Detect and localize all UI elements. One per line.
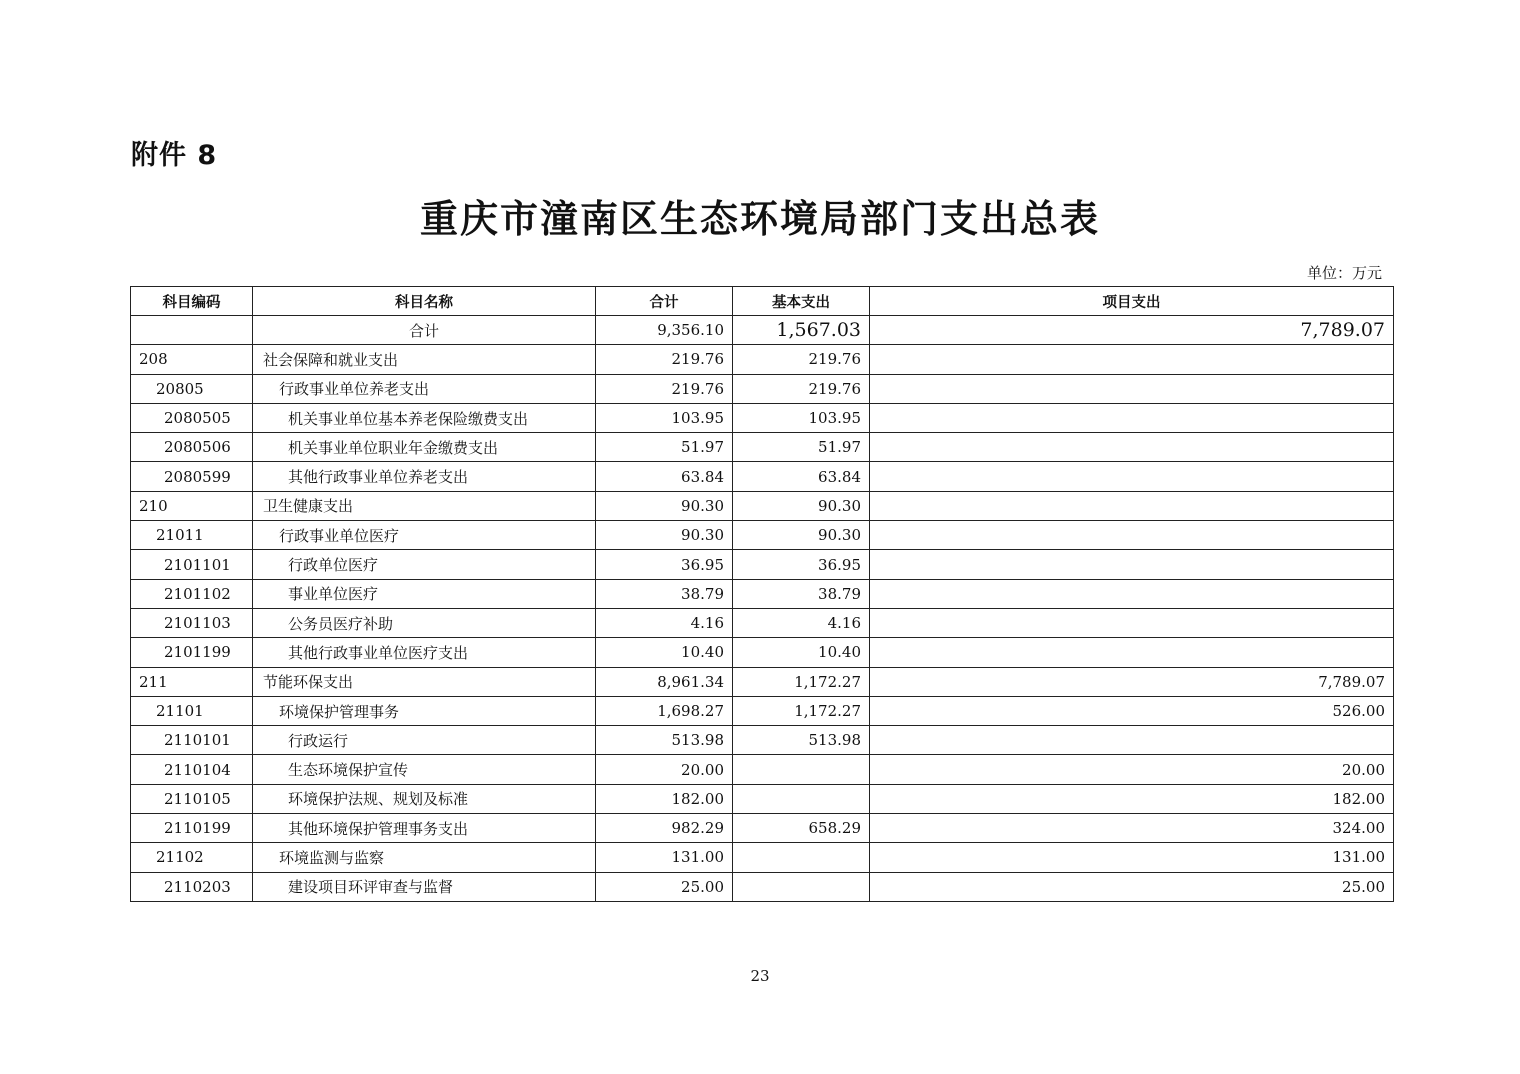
row-code: 2101103 bbox=[131, 608, 253, 637]
row-total: 51.97 bbox=[596, 433, 733, 462]
row-project: 324.00 bbox=[870, 814, 1394, 843]
row-project bbox=[870, 374, 1394, 403]
total-project: 7,789.07 bbox=[870, 316, 1394, 345]
row-code: 2080505 bbox=[131, 403, 253, 432]
total-sum: 9,356.10 bbox=[596, 316, 733, 345]
row-code: 21101 bbox=[131, 696, 253, 725]
row-basic: 219.76 bbox=[733, 345, 870, 374]
row-code: 2101102 bbox=[131, 579, 253, 608]
row-code: 2110203 bbox=[131, 872, 253, 901]
row-name: 其他行政事业单位医疗支出 bbox=[253, 638, 596, 667]
row-code: 2110199 bbox=[131, 814, 253, 843]
total-row bbox=[131, 316, 1394, 345]
table-row bbox=[131, 345, 1394, 374]
row-total: 10.40 bbox=[596, 638, 733, 667]
row-basic bbox=[733, 784, 870, 813]
row-basic: 10.40 bbox=[733, 638, 870, 667]
row-name: 行政运行 bbox=[253, 726, 596, 755]
row-name: 其他环境保护管理事务支出 bbox=[253, 814, 596, 843]
row-project bbox=[870, 403, 1394, 432]
row-basic: 38.79 bbox=[733, 579, 870, 608]
row-basic: 513.98 bbox=[733, 726, 870, 755]
table-row bbox=[131, 667, 1394, 696]
row-name: 事业单位医疗 bbox=[253, 579, 596, 608]
attachment-label: 附件 8 bbox=[131, 140, 218, 171]
header-project: 项目支出 bbox=[870, 287, 1394, 316]
row-basic: 1,172.27 bbox=[733, 667, 870, 696]
header-total: 合计 bbox=[596, 287, 733, 316]
row-total: 131.00 bbox=[596, 843, 733, 872]
table-row bbox=[131, 433, 1394, 462]
row-code: 2110101 bbox=[131, 726, 253, 755]
row-code: 21102 bbox=[131, 843, 253, 872]
row-code: 210 bbox=[131, 491, 253, 520]
row-total: 8,961.34 bbox=[596, 667, 733, 696]
row-basic: 219.76 bbox=[733, 374, 870, 403]
row-project bbox=[870, 579, 1394, 608]
row-basic: 90.30 bbox=[733, 521, 870, 550]
row-name: 建设项目环评审查与监督 bbox=[253, 872, 596, 901]
row-project: 182.00 bbox=[870, 784, 1394, 813]
row-project bbox=[870, 550, 1394, 579]
table-row bbox=[131, 814, 1394, 843]
row-basic bbox=[733, 872, 870, 901]
page-number: 23 bbox=[750, 967, 770, 985]
row-name: 环境保护管理事务 bbox=[253, 696, 596, 725]
row-code: 208 bbox=[131, 345, 253, 374]
row-project bbox=[870, 608, 1394, 637]
table-row bbox=[131, 521, 1394, 550]
table-row bbox=[131, 462, 1394, 491]
table-row bbox=[131, 403, 1394, 432]
table-row bbox=[131, 843, 1394, 872]
table-row bbox=[131, 550, 1394, 579]
row-basic: 4.16 bbox=[733, 608, 870, 637]
row-total: 103.95 bbox=[596, 403, 733, 432]
table-row bbox=[131, 784, 1394, 813]
row-code: 21011 bbox=[131, 521, 253, 550]
page-title: 重庆市潼南区生态环境局部门支出总表 bbox=[419, 196, 1100, 241]
row-project: 20.00 bbox=[870, 755, 1394, 784]
row-project bbox=[870, 345, 1394, 374]
header-code: 科目编码 bbox=[131, 287, 253, 316]
table-row bbox=[131, 726, 1394, 755]
row-basic: 1,172.27 bbox=[733, 696, 870, 725]
row-total: 219.76 bbox=[596, 374, 733, 403]
row-project bbox=[870, 433, 1394, 462]
unit-label: 单位：万元 bbox=[1306, 264, 1382, 282]
row-name: 其他行政事业单位养老支出 bbox=[253, 462, 596, 491]
table-row bbox=[131, 374, 1394, 403]
row-total: 513.98 bbox=[596, 726, 733, 755]
row-name: 行政事业单位养老支出 bbox=[253, 374, 596, 403]
header-name: 科目名称 bbox=[253, 287, 596, 316]
row-name: 公务员医疗补助 bbox=[253, 608, 596, 637]
total-basic: 1,567.03 bbox=[733, 316, 870, 345]
row-name: 生态环境保护宣传 bbox=[253, 755, 596, 784]
row-total: 63.84 bbox=[596, 462, 733, 491]
row-total: 90.30 bbox=[596, 491, 733, 520]
row-basic bbox=[733, 755, 870, 784]
row-code: 211 bbox=[131, 667, 253, 696]
row-code: 2110104 bbox=[131, 755, 253, 784]
row-total: 25.00 bbox=[596, 872, 733, 901]
row-name: 卫生健康支出 bbox=[253, 491, 596, 520]
row-project bbox=[870, 726, 1394, 755]
row-basic: 63.84 bbox=[733, 462, 870, 491]
row-total: 36.95 bbox=[596, 550, 733, 579]
row-basic: 51.97 bbox=[733, 433, 870, 462]
row-project: 131.00 bbox=[870, 843, 1394, 872]
table-row bbox=[131, 638, 1394, 667]
header-basic: 基本支出 bbox=[733, 287, 870, 316]
row-code: 2101101 bbox=[131, 550, 253, 579]
row-code: 20805 bbox=[131, 374, 253, 403]
row-total: 219.76 bbox=[596, 345, 733, 374]
row-total: 982.29 bbox=[596, 814, 733, 843]
row-name: 社会保障和就业支出 bbox=[253, 345, 596, 374]
row-total: 38.79 bbox=[596, 579, 733, 608]
table-row bbox=[131, 696, 1394, 725]
total-code bbox=[131, 316, 253, 345]
row-project bbox=[870, 462, 1394, 491]
row-total: 20.00 bbox=[596, 755, 733, 784]
row-basic bbox=[733, 843, 870, 872]
table-header-row bbox=[131, 287, 1394, 316]
row-name: 环境监测与监察 bbox=[253, 843, 596, 872]
table-row bbox=[131, 872, 1394, 901]
row-code: 2080506 bbox=[131, 433, 253, 462]
table-row bbox=[131, 755, 1394, 784]
expenditure-table bbox=[130, 286, 1394, 902]
row-project: 7,789.07 bbox=[870, 667, 1394, 696]
row-name: 节能环保支出 bbox=[253, 667, 596, 696]
row-total: 90.30 bbox=[596, 521, 733, 550]
row-basic: 658.29 bbox=[733, 814, 870, 843]
row-basic: 90.30 bbox=[733, 491, 870, 520]
row-code: 2101199 bbox=[131, 638, 253, 667]
table-row bbox=[131, 491, 1394, 520]
row-name: 环境保护法规、规划及标准 bbox=[253, 784, 596, 813]
row-code: 2110105 bbox=[131, 784, 253, 813]
row-total: 4.16 bbox=[596, 608, 733, 637]
row-name: 行政单位医疗 bbox=[253, 550, 596, 579]
row-basic: 103.95 bbox=[733, 403, 870, 432]
table-row bbox=[131, 608, 1394, 637]
row-name: 行政事业单位医疗 bbox=[253, 521, 596, 550]
row-project: 25.00 bbox=[870, 872, 1394, 901]
table-row bbox=[131, 579, 1394, 608]
row-name: 机关事业单位基本养老保险缴费支出 bbox=[253, 403, 596, 432]
row-total: 1,698.27 bbox=[596, 696, 733, 725]
row-project: 526.00 bbox=[870, 696, 1394, 725]
row-basic: 36.95 bbox=[733, 550, 870, 579]
row-name: 机关事业单位职业年金缴费支出 bbox=[253, 433, 596, 462]
total-name: 合计 bbox=[253, 316, 596, 345]
row-total: 182.00 bbox=[596, 784, 733, 813]
row-project bbox=[870, 521, 1394, 550]
row-project bbox=[870, 491, 1394, 520]
row-project bbox=[870, 638, 1394, 667]
row-code: 2080599 bbox=[131, 462, 253, 491]
